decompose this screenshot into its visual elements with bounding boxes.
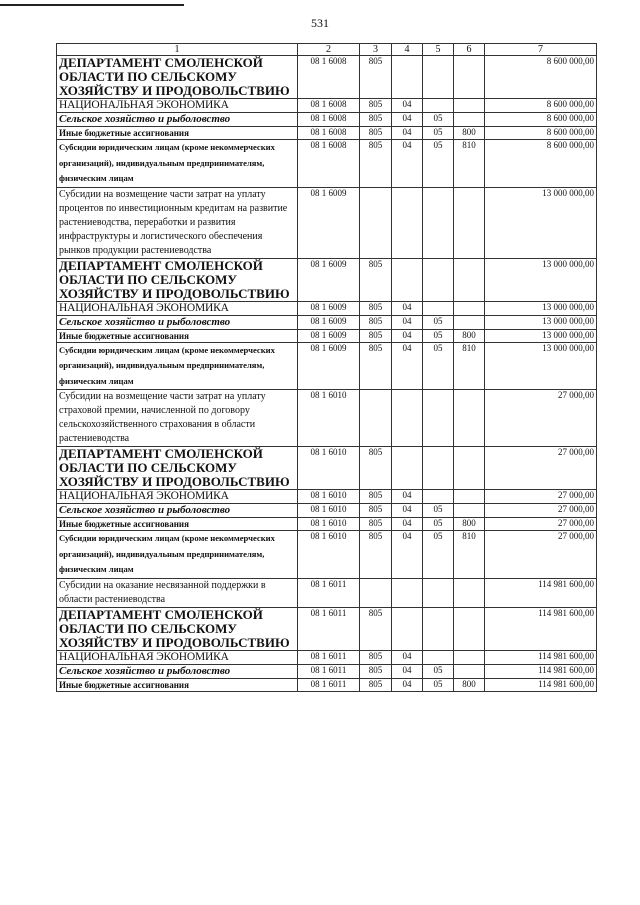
cell-ministry-code: 805 <box>360 99 392 113</box>
cell-amount: 114 981 600,00 <box>485 664 597 678</box>
table-row <box>57 678 597 691</box>
table-row <box>57 578 597 607</box>
cell-target-code: 08 1 6010 <box>298 518 360 531</box>
cell-name: Иные бюджетные ассигнования <box>57 518 298 531</box>
cell-target-code: 08 1 6009 <box>298 187 360 258</box>
cell-subsection-code <box>423 650 454 664</box>
cell-name: ДЕПАРТАМЕНТ СМОЛЕНСКОЙ ОБЛАСТИ ПО СЕЛЬСКОМУ ХОЗЯЙСТВУ И ПРОДОВОЛЬСТВИЮ <box>57 607 298 650</box>
cell-section-code <box>392 390 423 447</box>
cell-ministry-code <box>360 187 392 258</box>
cell-amount: 13 000 000,00 <box>485 329 597 342</box>
cell-expense-code <box>454 187 485 258</box>
cell-amount: 8 600 000,00 <box>485 99 597 113</box>
cell-subsection-code <box>423 390 454 447</box>
cell-section-code: 04 <box>392 650 423 664</box>
cell-amount: 13 000 000,00 <box>485 187 597 258</box>
cell-subsection-code <box>423 607 454 650</box>
cell-subsection-code <box>423 301 454 315</box>
cell-subsection-code <box>423 187 454 258</box>
cell-section-code <box>392 607 423 650</box>
cell-expense-code: 800 <box>454 518 485 531</box>
cell-amount: 27 000,00 <box>485 490 597 504</box>
cell-subsection-code: 05 <box>423 329 454 342</box>
cell-name: Субсидии на оказание несвязанной поддержки в области растениеводства <box>57 578 298 607</box>
col-header-subsection: 5 <box>423 44 454 56</box>
cell-section-code: 04 <box>392 140 423 188</box>
cell-amount: 13 000 000,00 <box>485 342 597 390</box>
cell-section-code: 04 <box>392 301 423 315</box>
cell-target-code: 08 1 6009 <box>298 301 360 315</box>
table-row <box>57 531 597 579</box>
cell-expense-code <box>454 99 485 113</box>
cell-subsection-code <box>423 258 454 301</box>
budget-table <box>56 43 597 692</box>
table-row <box>57 315 597 329</box>
cell-name: Сельское хозяйство и рыболовство <box>57 504 298 518</box>
cell-expense-code <box>454 390 485 447</box>
cell-ministry-code: 805 <box>360 113 392 127</box>
cell-expense-code <box>454 113 485 127</box>
table-row <box>57 607 597 650</box>
cell-ministry-code: 805 <box>360 56 392 99</box>
cell-target-code: 08 1 6010 <box>298 447 360 490</box>
cell-section-code: 04 <box>392 531 423 579</box>
cell-ministry-code: 805 <box>360 342 392 390</box>
cell-name: Субсидии юридическим лицам (кроме некоммерческих организаций), индивидуальным предпринимателям, физическим лицам <box>57 342 298 390</box>
table-row <box>57 504 597 518</box>
cell-section-code: 04 <box>392 518 423 531</box>
cell-subsection-code: 05 <box>423 140 454 188</box>
cell-expense-code <box>454 664 485 678</box>
cell-name: НАЦИОНАЛЬНАЯ ЭКОНОМИКА <box>57 650 298 664</box>
cell-section-code: 04 <box>392 504 423 518</box>
cell-section-code: 04 <box>392 329 423 342</box>
cell-target-code: 08 1 6010 <box>298 504 360 518</box>
cell-expense-code: 800 <box>454 329 485 342</box>
table-row <box>57 390 597 447</box>
cell-name: Сельское хозяйство и рыболовство <box>57 113 298 127</box>
cell-target-code: 08 1 6008 <box>298 127 360 140</box>
col-header-section: 4 <box>392 44 423 56</box>
cell-expense-code <box>454 504 485 518</box>
table-row <box>57 650 597 664</box>
cell-section-code: 04 <box>392 490 423 504</box>
cell-subsection-code <box>423 578 454 607</box>
cell-expense-code: 800 <box>454 678 485 691</box>
cell-target-code: 08 1 6009 <box>298 315 360 329</box>
cell-section-code: 04 <box>392 664 423 678</box>
table-row <box>57 342 597 390</box>
col-header-ministry: 3 <box>360 44 392 56</box>
cell-ministry-code: 805 <box>360 678 392 691</box>
col-header-target: 2 <box>298 44 360 56</box>
cell-target-code: 08 1 6011 <box>298 607 360 650</box>
cell-expense-code: 810 <box>454 140 485 188</box>
cell-subsection-code: 05 <box>423 664 454 678</box>
cell-name: Сельское хозяйство и рыболовство <box>57 315 298 329</box>
cell-amount: 27 000,00 <box>485 531 597 579</box>
col-header-name: 1 <box>57 44 298 56</box>
cell-ministry-code: 805 <box>360 490 392 504</box>
cell-subsection-code: 05 <box>423 127 454 140</box>
cell-amount: 8 600 000,00 <box>485 127 597 140</box>
cell-subsection-code <box>423 56 454 99</box>
cell-name: НАЦИОНАЛЬНАЯ ЭКОНОМИКА <box>57 301 298 315</box>
cell-name: Субсидии на возмещение части затрат на уплату страховой премии, начисленной по договору сельскохозяйственного страхования в области растениеводства <box>57 390 298 447</box>
cell-subsection-code: 05 <box>423 113 454 127</box>
cell-ministry-code: 805 <box>360 607 392 650</box>
cell-subsection-code: 05 <box>423 315 454 329</box>
table-row <box>57 518 597 531</box>
cell-target-code: 08 1 6009 <box>298 329 360 342</box>
cell-amount: 13 000 000,00 <box>485 258 597 301</box>
cell-ministry-code: 805 <box>360 315 392 329</box>
cell-target-code: 08 1 6011 <box>298 650 360 664</box>
cell-ministry-code: 805 <box>360 531 392 579</box>
cell-ministry-code: 805 <box>360 329 392 342</box>
cell-amount: 27 000,00 <box>485 390 597 447</box>
cell-name: НАЦИОНАЛЬНАЯ ЭКОНОМИКА <box>57 99 298 113</box>
cell-expense-code <box>454 490 485 504</box>
cell-subsection-code: 05 <box>423 504 454 518</box>
cell-expense-code <box>454 315 485 329</box>
cell-target-code: 08 1 6011 <box>298 578 360 607</box>
cell-expense-code <box>454 650 485 664</box>
cell-expense-code: 800 <box>454 127 485 140</box>
cell-expense-code <box>454 578 485 607</box>
cell-name: Иные бюджетные ассигнования <box>57 329 298 342</box>
cell-target-code: 08 1 6009 <box>298 258 360 301</box>
cell-name: Иные бюджетные ассигнования <box>57 678 298 691</box>
cell-amount: 8 600 000,00 <box>485 113 597 127</box>
cell-target-code: 08 1 6008 <box>298 99 360 113</box>
cell-section-code: 04 <box>392 315 423 329</box>
cell-subsection-code: 05 <box>423 531 454 579</box>
table-row <box>57 301 597 315</box>
table-row <box>57 447 597 490</box>
cell-name: Субсидии юридическим лицам (кроме некоммерческих организаций), индивидуальным предпринимателям, физическим лицам <box>57 140 298 188</box>
cell-expense-code <box>454 56 485 99</box>
cell-target-code: 08 1 6010 <box>298 490 360 504</box>
table-row <box>57 140 597 188</box>
cell-expense-code: 810 <box>454 342 485 390</box>
cell-target-code: 08 1 6008 <box>298 56 360 99</box>
table-row <box>57 127 597 140</box>
cell-expense-code <box>454 607 485 650</box>
cell-name: Сельское хозяйство и рыболовство <box>57 664 298 678</box>
cell-ministry-code: 805 <box>360 140 392 188</box>
cell-amount: 8 600 000,00 <box>485 56 597 99</box>
cell-section-code: 04 <box>392 113 423 127</box>
cell-amount: 27 000,00 <box>485 447 597 490</box>
cell-name: Иные бюджетные ассигнования <box>57 127 298 140</box>
cell-target-code: 08 1 6010 <box>298 531 360 579</box>
cell-ministry-code: 805 <box>360 301 392 315</box>
cell-section-code: 04 <box>392 127 423 140</box>
cell-target-code: 08 1 6009 <box>298 342 360 390</box>
cell-section-code: 04 <box>392 99 423 113</box>
cell-amount: 27 000,00 <box>485 504 597 518</box>
cell-section-code: 04 <box>392 342 423 390</box>
table-row <box>57 664 597 678</box>
top-rule <box>0 4 184 6</box>
cell-amount: 13 000 000,00 <box>485 301 597 315</box>
cell-target-code: 08 1 6008 <box>298 113 360 127</box>
cell-amount: 114 981 600,00 <box>485 607 597 650</box>
cell-amount: 27 000,00 <box>485 518 597 531</box>
cell-ministry-code <box>360 578 392 607</box>
cell-name: НАЦИОНАЛЬНАЯ ЭКОНОМИКА <box>57 490 298 504</box>
cell-section-code <box>392 56 423 99</box>
cell-name: Субсидии на возмещение части затрат на уплату процентов по инвестиционным кредитам на развитие растениеводства, переработки и развития инфраструктуры и логистического обеспечения рынков продукции растениеводства <box>57 187 298 258</box>
col-header-amount: 7 <box>485 44 597 56</box>
cell-ministry-code: 805 <box>360 664 392 678</box>
cell-ministry-code <box>360 390 392 447</box>
cell-name: ДЕПАРТАМЕНТ СМОЛЕНСКОЙ ОБЛАСТИ ПО СЕЛЬСКОМУ ХОЗЯЙСТВУ И ПРОДОВОЛЬСТВИЮ <box>57 258 298 301</box>
cell-ministry-code: 805 <box>360 504 392 518</box>
cell-subsection-code <box>423 447 454 490</box>
cell-amount: 8 600 000,00 <box>485 140 597 188</box>
table-row <box>57 490 597 504</box>
cell-section-code <box>392 578 423 607</box>
cell-name: ДЕПАРТАМЕНТ СМОЛЕНСКОЙ ОБЛАСТИ ПО СЕЛЬСКОМУ ХОЗЯЙСТВУ И ПРОДОВОЛЬСТВИЮ <box>57 56 298 99</box>
cell-name: ДЕПАРТАМЕНТ СМОЛЕНСКОЙ ОБЛАСТИ ПО СЕЛЬСКОМУ ХОЗЯЙСТВУ И ПРОДОВОЛЬСТВИЮ <box>57 447 298 490</box>
header-row <box>57 44 597 56</box>
cell-ministry-code: 805 <box>360 258 392 301</box>
table-row <box>57 113 597 127</box>
cell-target-code: 08 1 6011 <box>298 664 360 678</box>
cell-ministry-code: 805 <box>360 127 392 140</box>
cell-section-code <box>392 447 423 490</box>
cell-expense-code <box>454 258 485 301</box>
cell-subsection-code <box>423 490 454 504</box>
table-row <box>57 56 597 99</box>
table-row <box>57 258 597 301</box>
cell-target-code: 08 1 6010 <box>298 390 360 447</box>
cell-section-code: 04 <box>392 678 423 691</box>
cell-ministry-code: 805 <box>360 518 392 531</box>
cell-section-code <box>392 187 423 258</box>
cell-expense-code: 810 <box>454 531 485 579</box>
cell-expense-code <box>454 447 485 490</box>
page-number: 531 <box>311 16 329 30</box>
cell-amount: 114 981 600,00 <box>485 650 597 664</box>
table-row <box>57 187 597 258</box>
cell-amount: 114 981 600,00 <box>485 678 597 691</box>
cell-subsection-code: 05 <box>423 678 454 691</box>
cell-amount: 13 000 000,00 <box>485 315 597 329</box>
cell-subsection-code: 05 <box>423 518 454 531</box>
cell-target-code: 08 1 6008 <box>298 140 360 188</box>
table-row <box>57 329 597 342</box>
cell-ministry-code: 805 <box>360 650 392 664</box>
cell-name: Субсидии юридическим лицам (кроме некоммерческих организаций), индивидуальным предпринимателям, физическим лицам <box>57 531 298 579</box>
cell-subsection-code: 05 <box>423 342 454 390</box>
cell-subsection-code <box>423 99 454 113</box>
cell-expense-code <box>454 301 485 315</box>
cell-section-code <box>392 258 423 301</box>
cell-ministry-code: 805 <box>360 447 392 490</box>
col-header-expense: 6 <box>454 44 485 56</box>
cell-amount: 114 981 600,00 <box>485 578 597 607</box>
table-row <box>57 99 597 113</box>
cell-target-code: 08 1 6011 <box>298 678 360 691</box>
